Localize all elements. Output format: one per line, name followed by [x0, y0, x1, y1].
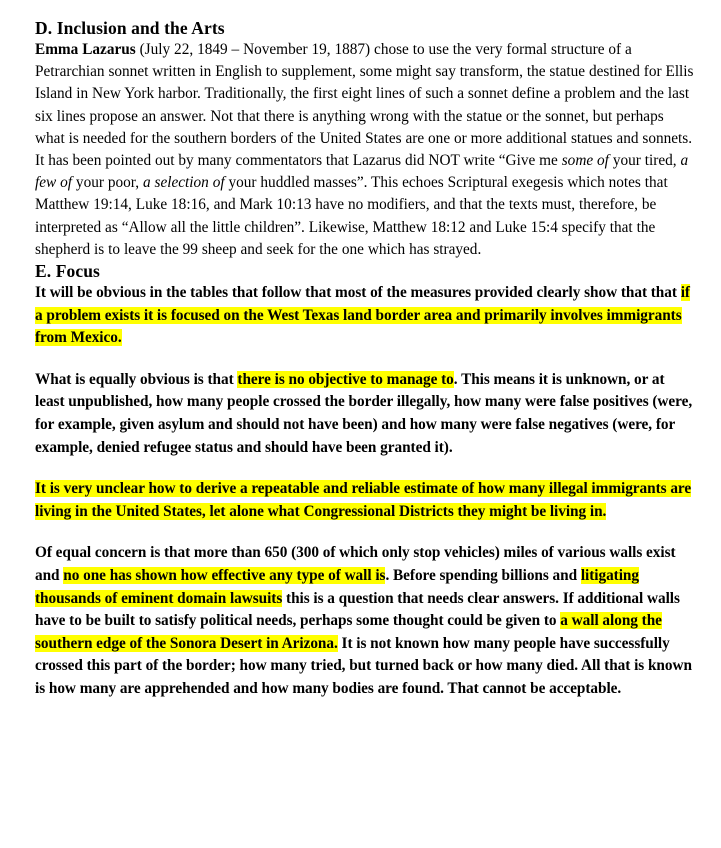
- highlight-no-objective-to-manage-to: there is no objective to manage to: [237, 370, 454, 388]
- emma-lazarus-name: Emma Lazarus: [35, 41, 136, 58]
- paragraph-d-run-4: your huddled masses”. This echoes Scriptural exegesis which notes that Matthew 19:14, Luke 18:16, and Mark 10:13 have no modifiers, and that the texts must, therefore, be interpreted as “Allow all the little children”. Likewise, Matthew 18:12 and Luke 15:4 specify that the shepherd is to leave the 99 sheep and seek for the one which has strayed.: [35, 174, 668, 258]
- highlight-eminent-domain-lawsuits: litigating thousands of eminent domain lawsuits: [35, 566, 639, 607]
- paragraph-emma-lazarus: [35, 39, 695, 261]
- paragraph-e1-run-1: It will be obvious in the tables that follow that most of the measures provided clearly show that that: [35, 284, 681, 302]
- paragraph-e2-run-1: What is equally obvious is that: [35, 370, 238, 388]
- highlight-west-texas-mexico: if a problem exists it is focused on the West Texas land border area and primarily involves immigrants from Mexico.: [35, 284, 690, 347]
- highlight-unclear-estimate-paragraph: It is very unclear how to derive a repeatable and reliable estimate of how many illegal immigrants are living in the United States, let alone what Congressional Districts they might be living in.: [35, 480, 692, 520]
- paragraph-e4-run-1: Of equal concern is that more than 650 (300 of which only stop vehicles) miles of various walls exist and: [35, 544, 676, 584]
- paragraph-focus-walls: [35, 542, 695, 700]
- paragraph-e4-run-4: It is not known how many people have successfully crossed this part of the border; how many tried, but turned back or how many died. All that is known is how many are apprehended and how many bodies are found. That cannot be acceptable.: [35, 634, 692, 697]
- paragraph-e2-run-2: . This means it is unknown, or at least unpublished, how many people crossed the border illegally, how many were false positives (were, for example, given asylum and should not have been) and how many were false negatives (were, for example, denied refugee status and should have been granted it).: [35, 370, 693, 456]
- paragraph-d-italic-a-few-of: a few of: [35, 152, 689, 192]
- section-heading-d: D. Inclusion and the Arts: [35, 18, 225, 38]
- section-heading-e: E. Focus: [35, 261, 100, 282]
- highlight-effectiveness-of-wall: no one has shown how effective any type of wall is: [63, 566, 386, 584]
- paragraph-focus-estimate: [35, 478, 695, 523]
- paragraph-focus-tables: [35, 282, 695, 350]
- paragraph-d-italic-some-of: some of: [561, 152, 609, 170]
- paragraph-focus-objective: [35, 369, 695, 459]
- paragraph-e4-run-2: . Before spending billions and: [385, 566, 581, 584]
- paragraph-d-run-1: (July 22, 1849 – November 19, 1887) chose to use the very formal structure of a Petrarchian sonnet written in English to supplement, some might say transform, the statue destined for Ellis Island in New York harbor. Traditionally, the first eight lines of such a sonnet define a problem and the last six lines propose an answer. Not that there is anything wrong with the statue or the sonnet, but perhaps what is needed for the southern borders of the United States are one or more additional statues and sonnets. It has been pointed out by many commentators that Lazarus did NOT write “Give me: [35, 41, 694, 170]
- paragraph-d-run-3: your poor,: [72, 174, 143, 192]
- paragraph-d-italic-a-selection-of: a selection of: [142, 174, 225, 192]
- highlight-sonora-desert-arizona: a wall along the southern edge of the Sonora Desert in Arizona.: [35, 612, 662, 652]
- paragraph-d-run-2: your tired,: [608, 152, 681, 170]
- paragraph-e4-run-3: this is a question that needs clear answers. If additional walls have to be built to satisfy political needs, perhaps some thought could be given to: [35, 589, 688, 630]
